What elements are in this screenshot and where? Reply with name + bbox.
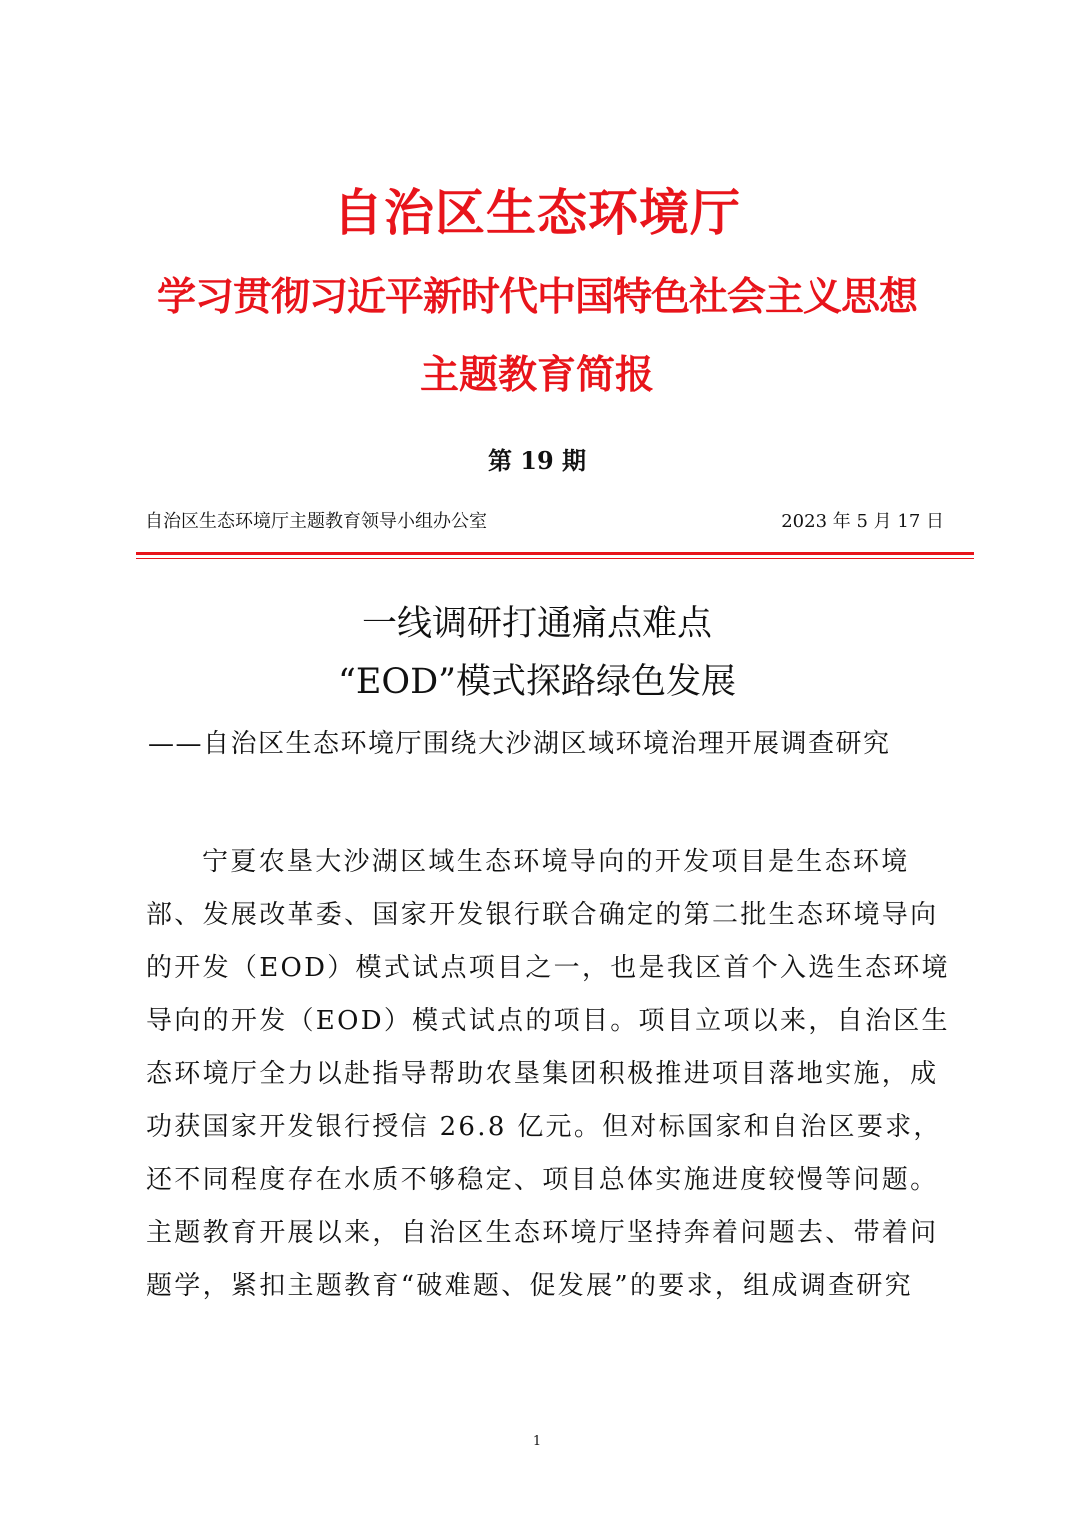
body-line: 部、发展改革委、国家开发银行联合确定的第二批生态环境导向 [146, 900, 939, 930]
briefing-title-line1: 自治区生态环境厅 [333, 183, 741, 242]
article-body [146, 836, 956, 1313]
body-line: 态环境厅全力以赴指导帮助农垦集团积极推进项目落地实施，成 [146, 1059, 939, 1089]
header-divider-thick [136, 552, 974, 555]
body-line: 还不同程度存在水质不够稳定、项目总体实施进度较慢等问题。 [146, 1165, 939, 1195]
body-line: 主题教育开展以来，自治区生态环境厅坚持奔着问题去、带着问 [146, 1218, 939, 1248]
article-subtitle: ——自治区生态环境厅围绕大沙湖区域环境治理开展调查研究 [148, 729, 891, 759]
article-title-line1: 一线调研打通痛点难点 [361, 604, 712, 644]
body-line: 题学，紧扣主题教育“破难题、促发展”的要求，组成调查研究 [146, 1271, 913, 1301]
article-title-line2: “EOD”模式探路绿色发展 [337, 662, 737, 702]
body-line: 导向的开发（EOD）模式试点的项目。项目立项以来，自治区生 [146, 1006, 950, 1036]
briefing-title-line2: 学习贯彻习近平新时代中国特色社会主义思想 [156, 274, 917, 320]
page-number: 1 [532, 1434, 542, 1449]
briefing-title-line3: 主题教育简报 [419, 352, 654, 398]
issue-date: 2023 年 5 月 17 日 [781, 511, 944, 532]
body-line: 的开发（EOD）模式试点项目之一，也是我区首个入选生态环境 [146, 953, 950, 983]
issue-number: 第 19 期 [487, 446, 587, 475]
body-line: 功获国家开发银行授信 26.8 亿元。但对标国家和自治区要求， [146, 1112, 942, 1142]
header-divider-thin [136, 558, 974, 559]
body-line: 宁夏农垦大沙湖区域生态环境导向的开发项目是生态环境 [202, 847, 910, 877]
issuer-office: 自治区生态环境厅主题教育领导小组办公室 [145, 511, 487, 532]
